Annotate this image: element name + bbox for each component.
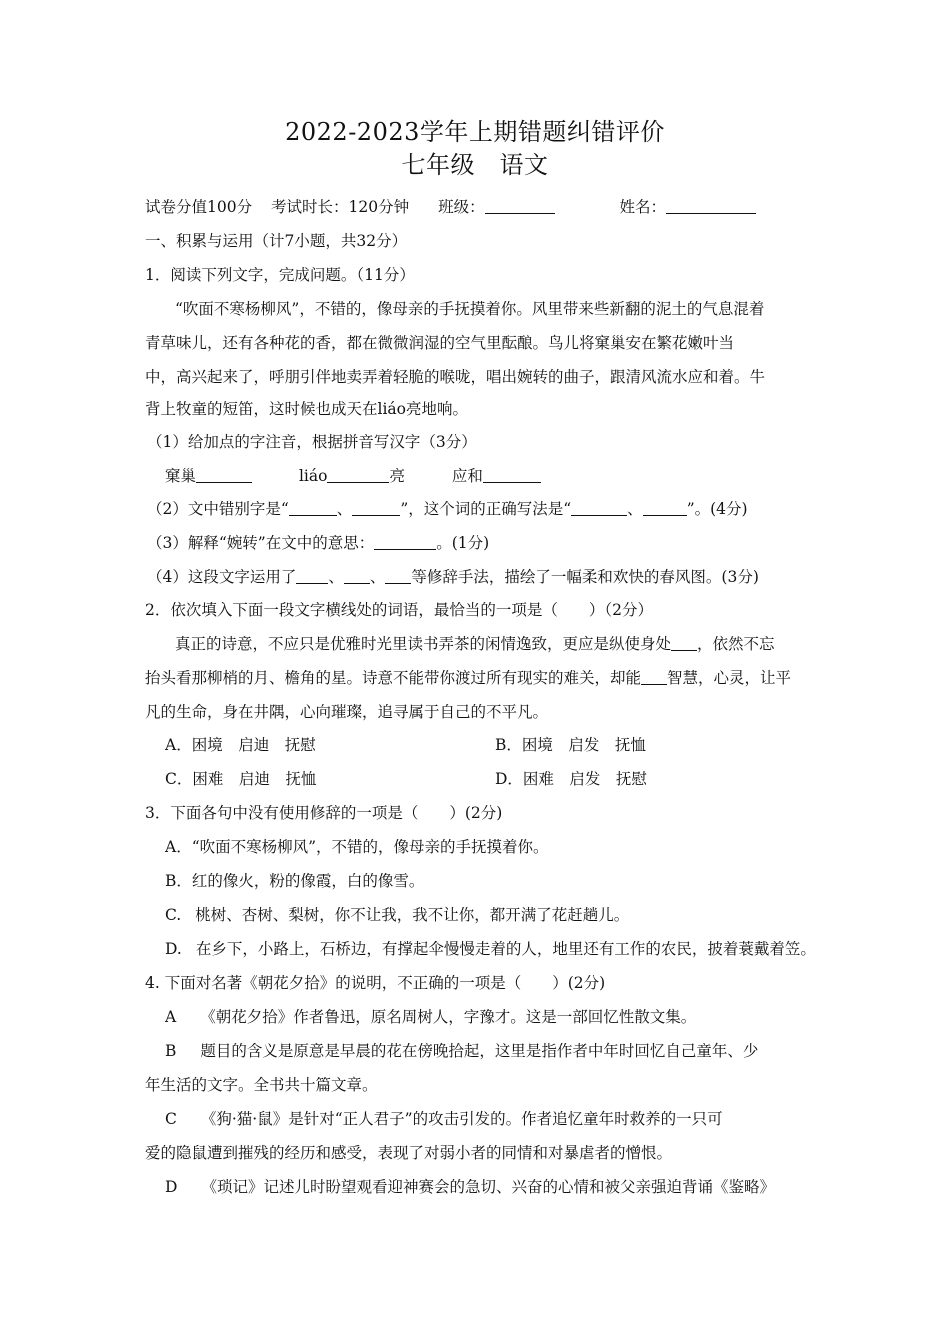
section-heading: 一、积累与运用（计7小题，共32分） bbox=[145, 232, 408, 250]
q1-passage-line: “吹面不寒杨柳风”，不错的，像母亲的手抚摸着你。风里带来些新翻的泥土的气息混着 bbox=[175, 300, 765, 318]
q1-passage-line: 青草味儿，还有各种花的香，都在微微润湿的空气里酝酿。鸟儿将窠巢安在繁花嫩叶当 bbox=[145, 334, 735, 352]
exam-info-row bbox=[145, 195, 756, 217]
q2-passage-line bbox=[175, 632, 775, 654]
option-label: C. bbox=[165, 906, 182, 924]
q4-stem: 4. 下面对名著《朝花夕拾》的说明，不正确的一项是（ ）(2分) bbox=[145, 974, 606, 992]
answer-blank[interactable] bbox=[374, 533, 436, 550]
answer-blank[interactable] bbox=[643, 499, 687, 516]
q1-sub1-prompt: （1）给加点的字注音，根据拼音写汉字（3分） bbox=[147, 433, 477, 451]
q1-sub1-answers bbox=[165, 464, 541, 486]
q2-passage-line: 凡的生命，身在井隅，心向璀璨，追寻属于自己的不平凡。 bbox=[145, 703, 549, 721]
answer-blank[interactable] bbox=[289, 499, 337, 516]
q1-sub3-text: 。(1分) bbox=[436, 534, 490, 552]
q2-passage-text: 真正的诗意，不应只是优雅时光里读书弄茶的闲情逸致，更应是纵使身处 bbox=[175, 635, 672, 653]
q3-option-a[interactable]: A．“吹面不寒杨柳风”，不错的，像母亲的手抚摸着你。 bbox=[165, 838, 549, 856]
q1-sub2-text: 、 bbox=[627, 500, 643, 518]
q1-sub3-text: （3）解释“婉转”在文中的意思： bbox=[147, 534, 375, 552]
term-liang: 亮 bbox=[389, 467, 405, 485]
q3-option-b[interactable]: B．红的像火，粉的像霞，白的像雪。 bbox=[165, 872, 425, 890]
class-label: 班级： bbox=[438, 198, 485, 216]
page-subtitle: 七年级 语文 bbox=[401, 151, 549, 179]
q3-option-d[interactable] bbox=[165, 937, 816, 959]
q1-sub4-text: 、 bbox=[328, 568, 344, 586]
q1-stem: 1．阅读下列文字，完成问题。（11分） bbox=[145, 266, 415, 284]
q1-sub2-text: 、 bbox=[336, 500, 353, 518]
q1-sub4-text: 等修辞手法，描绘了一幅柔和欢快的春风图。(3分) bbox=[411, 568, 759, 586]
option-label: D bbox=[165, 1178, 178, 1196]
q2-option-a[interactable]: A．困境 启迪 抚慰 bbox=[165, 736, 316, 754]
answer-blank[interactable] bbox=[571, 499, 627, 516]
q2-option-d[interactable]: D．困难 启发 抚慰 bbox=[495, 770, 647, 788]
option-text: 桃树、杏树、梨树，你不让我，我不让你，都开满了花赶趟儿。 bbox=[195, 906, 630, 924]
option-text: 《狗·猫·鼠》是针对“正人君子”的攻击引发的。作者追忆童年时救养的一只可 bbox=[200, 1110, 723, 1128]
answer-blank[interactable] bbox=[352, 499, 400, 516]
q2-passage-text: 智慧，心灵，让平 bbox=[667, 669, 792, 687]
page-title: 2022-2023学年上期错题纠错评价 bbox=[285, 118, 665, 146]
q1-passage-line: 背上牧童的短笛，这时候也成天在liáo亮地响。 bbox=[145, 400, 468, 418]
option-label: B bbox=[165, 1042, 177, 1060]
q2-passage-text: 抬头看那柳梢的月、檐角的星。诗意不能带你渡过所有现实的难关，却能 bbox=[145, 669, 642, 687]
q1-sub4-text: （4）这段文字运用了 bbox=[147, 568, 297, 586]
q1-sub2-text: ”，这个词的正确写法是“ bbox=[400, 500, 572, 518]
term-liao: liáo bbox=[298, 467, 328, 485]
option-text: 《琐记》记述儿时盼望观看迎神赛会的急切、兴奋的心情和被父亲强迫背诵《鉴略》 bbox=[201, 1178, 775, 1196]
answer-blank[interactable] bbox=[296, 567, 328, 584]
time-info: 考试时长：120分钟 bbox=[271, 198, 410, 216]
answer-blank[interactable] bbox=[327, 466, 389, 483]
q1-sub3 bbox=[147, 531, 489, 553]
q4-option-a[interactable] bbox=[165, 1005, 696, 1027]
q1-sub4 bbox=[147, 565, 759, 587]
q1-sub2-text: ”。(4分) bbox=[686, 500, 748, 518]
option-label: D. bbox=[165, 940, 182, 958]
term-kechao: 窠巢 bbox=[165, 467, 197, 485]
q2-passage-text: ，依然不忘 bbox=[697, 635, 775, 653]
q2-option-b[interactable]: B．困境 启发 抚恤 bbox=[495, 736, 646, 754]
q1-passage-line: 中，高兴起来了，呼朋引伴地卖弄着轻脆的喉咙，唱出婉转的曲子，跟清风流水应和着。牛 bbox=[145, 368, 766, 386]
name-blank[interactable] bbox=[666, 197, 756, 214]
q4-option-b-cont: 年生活的文字。全书共十篇文章。 bbox=[145, 1076, 378, 1094]
q2-passage-line bbox=[145, 666, 791, 688]
q1-sub2-text: （2）文中错别字是“ bbox=[147, 500, 289, 518]
option-label: A bbox=[165, 1008, 177, 1026]
q3-stem: 3．下面各句中没有使用修辞的一项是（ ）(2分) bbox=[145, 804, 503, 822]
q2-stem: 2．依次填入下面一段文字横线处的词语，最恰当的一项是（ ）（2分） bbox=[145, 601, 653, 619]
q4-option-c-cont: 爱的隐鼠遭到摧残的经历和感受，表现了对弱小者的同情和对暴虐者的憎恨。 bbox=[145, 1144, 673, 1162]
q1-sub4-text: 、 bbox=[369, 568, 386, 586]
answer-blank[interactable] bbox=[641, 668, 667, 685]
q3-option-c[interactable] bbox=[165, 903, 629, 925]
option-label: C bbox=[165, 1110, 177, 1128]
term-yinghe: 应和 bbox=[451, 467, 483, 485]
answer-blank[interactable] bbox=[671, 634, 697, 651]
option-text: 《朝花夕拾》作者鲁迅，原名周树人，字豫才。这是一部回忆性散文集。 bbox=[200, 1008, 697, 1026]
q4-option-d[interactable] bbox=[165, 1175, 775, 1197]
answer-blank[interactable] bbox=[483, 466, 541, 483]
answer-blank[interactable] bbox=[344, 567, 370, 584]
q4-option-c[interactable] bbox=[165, 1107, 723, 1129]
name-label: 姓名： bbox=[619, 198, 667, 216]
q4-option-b[interactable] bbox=[165, 1039, 758, 1061]
answer-blank[interactable] bbox=[385, 567, 411, 584]
class-blank[interactable] bbox=[485, 197, 555, 214]
q2-option-c[interactable]: C．困难 启迪 抚恤 bbox=[165, 770, 317, 788]
option-text: 题目的含义是原意是早晨的花在傍晚拾起，这里是指作者中年时回忆自己童年、少 bbox=[200, 1042, 759, 1060]
option-text: 在乡下，小路上，石桥边，有撑起伞慢慢走着的人，地里还有工作的农民，披着蓑戴着笠。 bbox=[195, 940, 816, 958]
score-info: 试卷分值100分 bbox=[145, 198, 253, 216]
answer-blank[interactable] bbox=[196, 466, 252, 483]
q1-sub2 bbox=[147, 497, 748, 519]
